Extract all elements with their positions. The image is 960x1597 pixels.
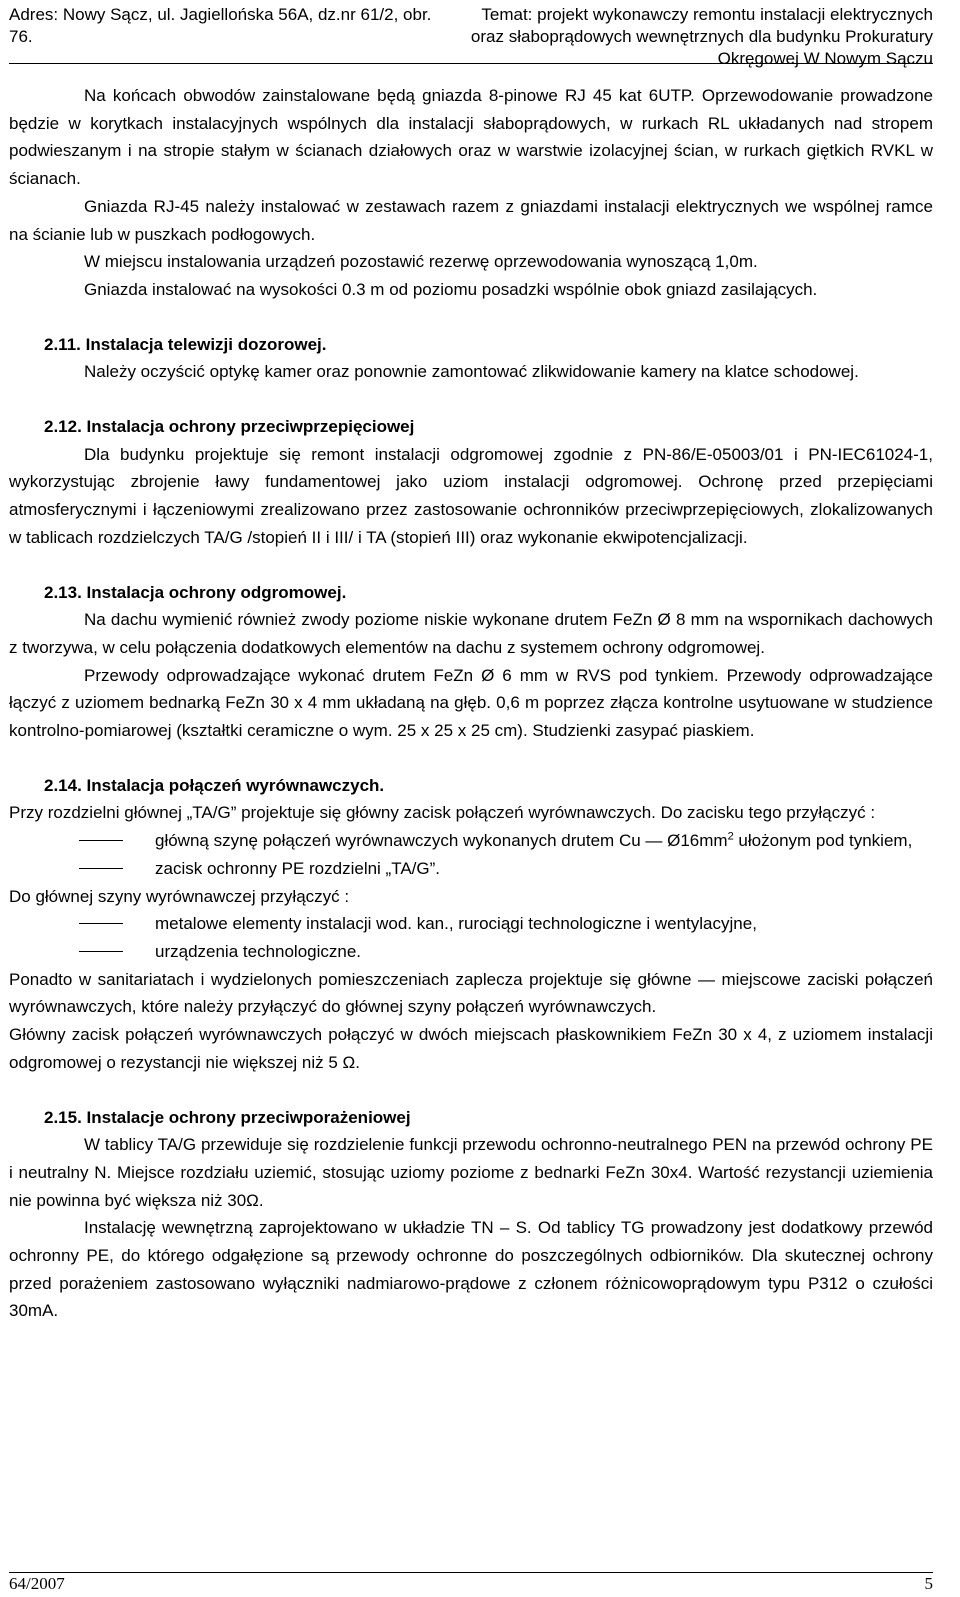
paragraph-local-terminals: Ponadto w sanitariatach i wydzielonych pomieszczeniach zaplecza projektuje się główne — miejscowe zaciski połączeń wyrównawczych, które należy przyłączyć do głównej szyny połączeń wyrównawczych.: [9, 969, 933, 1017]
list-item: zacisk ochronny PE rozdzielni „TA/G”.: [9, 855, 933, 883]
header-address: Adres: Nowy Sącz, ul. Jagiellońska 56A, dz.nr 61/2, obr. 76.: [9, 5, 432, 46]
footer-doc-number: 64/2007: [9, 1574, 65, 1593]
paragraph-cable-reserve: W miejscu instalowania urządzeń pozostawić rezerwę oprzewodowania wynoszącą 1,0m.: [84, 252, 758, 272]
paragraph-main-terminal: Przy rozdzielni głównej „TA/G” projektuje się główny zacisk połączeń wyrównawczych. Do zacisku tego przyłączyć :: [9, 803, 876, 823]
header-topic: Temat: projekt wykonawczy remontu instalacji elektrycznych oraz słaboprądowych wewnętrznych dla budynku Prokuratury Okręgowej W Nowym Sączu: [470, 5, 933, 68]
paragraph-cctv: Należy oczyścić optykę kamer oraz ponownie zamontować zlikwidowanie kamery na klatce schodowej.: [84, 362, 859, 382]
dash-bullet: [79, 923, 123, 924]
paragraph-rj45-installation: Gniazda RJ-45 należy instalować w zestawach razem z gniazdami instalacji elektrycznych we wspólnej ramce na ścianie lub w puszkach podłogowych.: [9, 196, 933, 244]
paragraph-terminal-grounding: Główny zacisk połączeń wyrównawczych połączyć w dwóch miejscach płaskownikiem FeZn 30 x 4, z uziomem instalacji odgromowej o rezystancji nie większej niż 5 Ω.: [9, 1025, 933, 1072]
section-heading-2-13: 2.13. Instalacja ochrony odgromowej.: [44, 582, 347, 602]
list-item: urządzenia technologiczne.: [9, 938, 933, 966]
dash-bullet: [79, 951, 123, 952]
footer-rule: [9, 1572, 933, 1573]
paragraph-rj45-outlets: Na końcach obwodów zainstalowane będą gniazda 8-pinowe RJ 45 kat 6UTP. Oprzewodowanie prowadzone będzie w korytkach instalacyjnych wspólnych dla instalacji słaboprądowych, w rurkach RL układanych nad stropem podwieszanym i na stropie stałym w ścianach działowych oraz w warstwie izolacyjnej ścian, w rurkach giętkich RVKL w ścianach.: [9, 86, 933, 189]
paragraph-surge-protection: Dla budynku projektuje się remont instalacji odgromowej zgodnie z PN-86/E-05003/01 i PN-IEC61024-1, wykorzystując zbrojenie ławy fundamentowej jako uziom instalacji odgromowej. Ochronę przed przepięciami atmosferycznymi i łączeniowymi zrealizowano przez zastosowanie ochronników przeciwprzepięciowych, zlokalizowanych w tablicach rozdzielczych TA/G /stopień II i III/ i TA (stopień III) oraz wykonanie ekwipotencjalizacji.: [9, 444, 933, 547]
paragraph-outlet-height: Gniazda instalować na wysokości 0.3 m od poziomu posadzki wspólnie obok gniazd zasilających.: [84, 279, 818, 299]
paragraph-bus-connections: Do głównej szyny wyrównawczej przyłączyć :: [9, 886, 350, 906]
section-heading-2-14: 2.14. Instalacja połączeń wyrównawczych.: [44, 775, 385, 795]
paragraph-roof-conductors: Na dachu wymienić również zwody poziome niskie wykonane drutem FeZn Ø 8 mm na wspornikach dachowych z tworzywa, w celu połączenia dodatkowych elementów na dachu z systemem ochrony odgromowej.: [9, 610, 933, 657]
document-body: [9, 82, 933, 1325]
section-heading-2-15: 2.15. Instalacje ochrony przeciwporażeniowej: [44, 1107, 411, 1127]
paragraph-pen-split: W tablicy TA/G przewiduje się rozdzielenie funkcji przewodu ochronno-neutralnego PEN na przewód ochrony PE i neutralny N. Miejsce rozdziału uziemić, stosując uziomy poziome z bednarki FeZn 30x4. Wartość rezystancji uziemienia nie powinna być większa niż 30Ω.: [9, 1135, 933, 1210]
list-item: metalowe elementy instalacji wod. kan., rurociągi technologiczne i wentylacyjne,: [9, 910, 933, 938]
page-header: [0, 0, 960, 68]
header-rule: [9, 63, 933, 64]
footer-page-number: 5: [924, 1574, 933, 1593]
dash-bullet: [79, 840, 123, 841]
list-item: główną szynę połączeń wyrównawczych wykonanych drutem Cu — $Ø16mm^2$ ułożonym pod tynkiem,: [9, 827, 933, 855]
paragraph-tn-s-system: Instalację wewnętrzną zaprojektowano w układzie TN – S. Od tablicy TG prowadzony jest dodatkowy przewód ochronny PE, do którego odgałęzione są przewody ochronne do poszczególnych odbiorników. Dla skutecznej ochrony przed porażeniem zastosowano wyłączniki nadmiarowo-prądowe z członem różnicowoprądowym typu P312 o czułości 30mA.: [9, 1218, 933, 1321]
section-heading-2-12: 2.12. Instalacja ochrony przeciwprzepięciowej: [44, 417, 415, 437]
dash-bullet: [79, 868, 123, 869]
section-heading-2-11: 2.11. Instalacja telewizji dozorowej.: [44, 334, 327, 354]
paragraph-down-conductors: Przewody odprowadzające wykonać drutem FeZn Ø 6 mm w RVS pod tynkiem. Przewody odprowadzające łączyć z uziomem bednarką FeZn 30 x 4 mm układaną na głęb. 0,6 m poprzez złącza kontrolne usytuowane w studzience kontrolno-pomiarowej (kształtki ceramiczne o wym. 25 x 25 x 25 cm). Studzienki zasypać piaskiem.: [9, 665, 933, 741]
